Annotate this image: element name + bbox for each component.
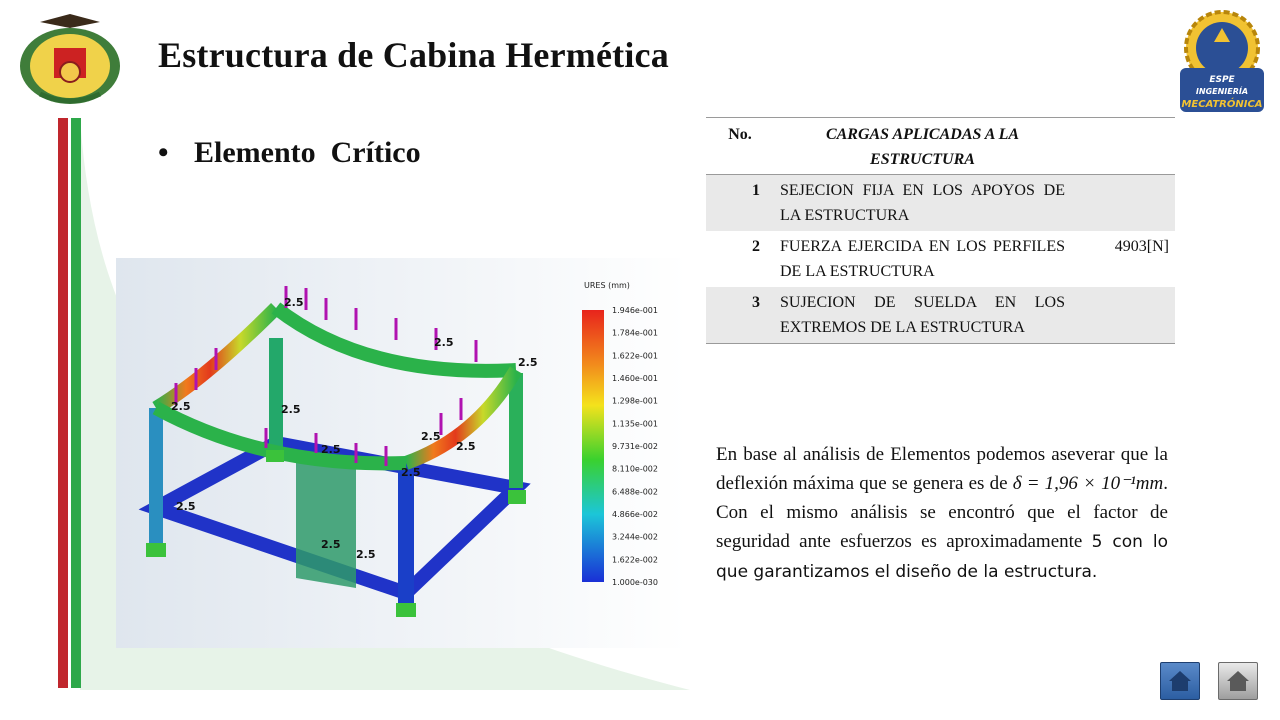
paragraph-part2: . Con el mismo análisis se encontró que el factor de seguridad ante esfuerzos es aproximadamente [716, 473, 1168, 552]
home-button[interactable] [1160, 662, 1200, 700]
header-loads: CARGAS APLICADAS A LA ESTRUCTURA [774, 118, 1071, 175]
home-icon [1168, 670, 1192, 692]
coat-of-arms-logo [10, 10, 130, 110]
load-label: 2.5 [518, 356, 538, 369]
load-label: 2.5 [321, 443, 341, 456]
load-label: 2.5 [456, 440, 476, 453]
slide-title: Estructura de Cabina Hermética [158, 35, 669, 75]
green-stripe [71, 118, 81, 688]
row-number: 2 [752, 238, 760, 255]
table-row [706, 287, 1175, 344]
fea-displacement-figure [116, 258, 688, 648]
row-description: SEJECION FIJA EN LOS APOYOS DE LA ESTRUCTURA [774, 175, 1071, 232]
bullet-dot-icon: • [158, 136, 169, 169]
analysis-paragraph [716, 440, 1168, 587]
legend-tick-label: 6.488e-002 [612, 487, 658, 497]
load-label: 2.5 [434, 336, 454, 349]
legend-tick-label: 3.244e-002 [612, 532, 658, 542]
load-label: 2.5 [176, 500, 196, 513]
load-label: 2.5 [321, 538, 341, 551]
deflection-formula: δ = 1,96 × 10⁻¹mm [1012, 473, 1164, 494]
legend-tick-label: 8.110e-002 [612, 464, 658, 474]
row-value [1071, 287, 1175, 344]
legend-tick-label: 1.298e-001 [612, 396, 658, 406]
header-no: No. [706, 118, 774, 175]
legend-tick-label: 9.731e-002 [612, 442, 658, 451]
load-label: 2.5 [421, 430, 441, 443]
table-row [706, 175, 1175, 232]
legend-tick-label: 1.460e-001 [612, 374, 658, 383]
legend-tick-label: 1.000e-030 [612, 578, 658, 587]
legend-tick-label: 1.784e-001 [612, 328, 658, 338]
legend-tick-label: 1.135e-001 [612, 419, 658, 429]
paragraph-part3: 5 con lo que garantizamos el diseño de la estructura. [716, 532, 1168, 582]
bullet-item [158, 136, 421, 170]
header-value [1071, 118, 1175, 175]
end-button[interactable] [1218, 662, 1258, 700]
table-row [706, 231, 1175, 287]
legend-tick-label: 1.622e-002 [612, 555, 658, 565]
legend-tick-label: 1.622e-001 [612, 351, 658, 361]
row-value: 4903[N] [1114, 238, 1169, 255]
table-header-row [706, 118, 1175, 175]
legend-tick-label: 1.946e-001 [612, 306, 658, 315]
logo-text-ingenieria: INGENIERÍA [1195, 87, 1249, 96]
row-number: 1 [706, 175, 774, 232]
logo-text-mecatronica: MECATRÓNICA [1181, 99, 1263, 110]
load-label: 2.5 [356, 548, 376, 561]
load-label: 2.5 [171, 400, 191, 413]
load-label: 2.5 [284, 296, 304, 309]
red-stripe [58, 118, 68, 688]
row-number: 3 [706, 287, 774, 344]
bullet-text: Elemento Crítico [194, 136, 421, 169]
loads-table [706, 117, 1175, 344]
legend-title: URES (mm) [584, 281, 630, 290]
espe-mecatronica-logo [1172, 8, 1272, 116]
load-label: 2.5 [401, 466, 421, 479]
row-description: FUERZA EJERCIDA EN LOS PERFILES DE LA ESTRUCTURA [780, 238, 1065, 280]
legend-tick-label: 4.866e-002 [612, 510, 658, 519]
row-value [1071, 175, 1175, 232]
legend-color-scale [582, 310, 604, 582]
load-label: 2.5 [281, 403, 301, 416]
row-description: SUJECION DE SUELDA EN LOS EXTREMOS DE LA ESTRUCTURA [774, 287, 1071, 344]
paragraph-part1: En base al análisis de Elementos podemos aseverar que la deflexión máxima que se genera es de [716, 444, 1168, 494]
logo-text-espe: ESPE [1209, 75, 1235, 85]
home-gray-icon [1226, 670, 1250, 692]
